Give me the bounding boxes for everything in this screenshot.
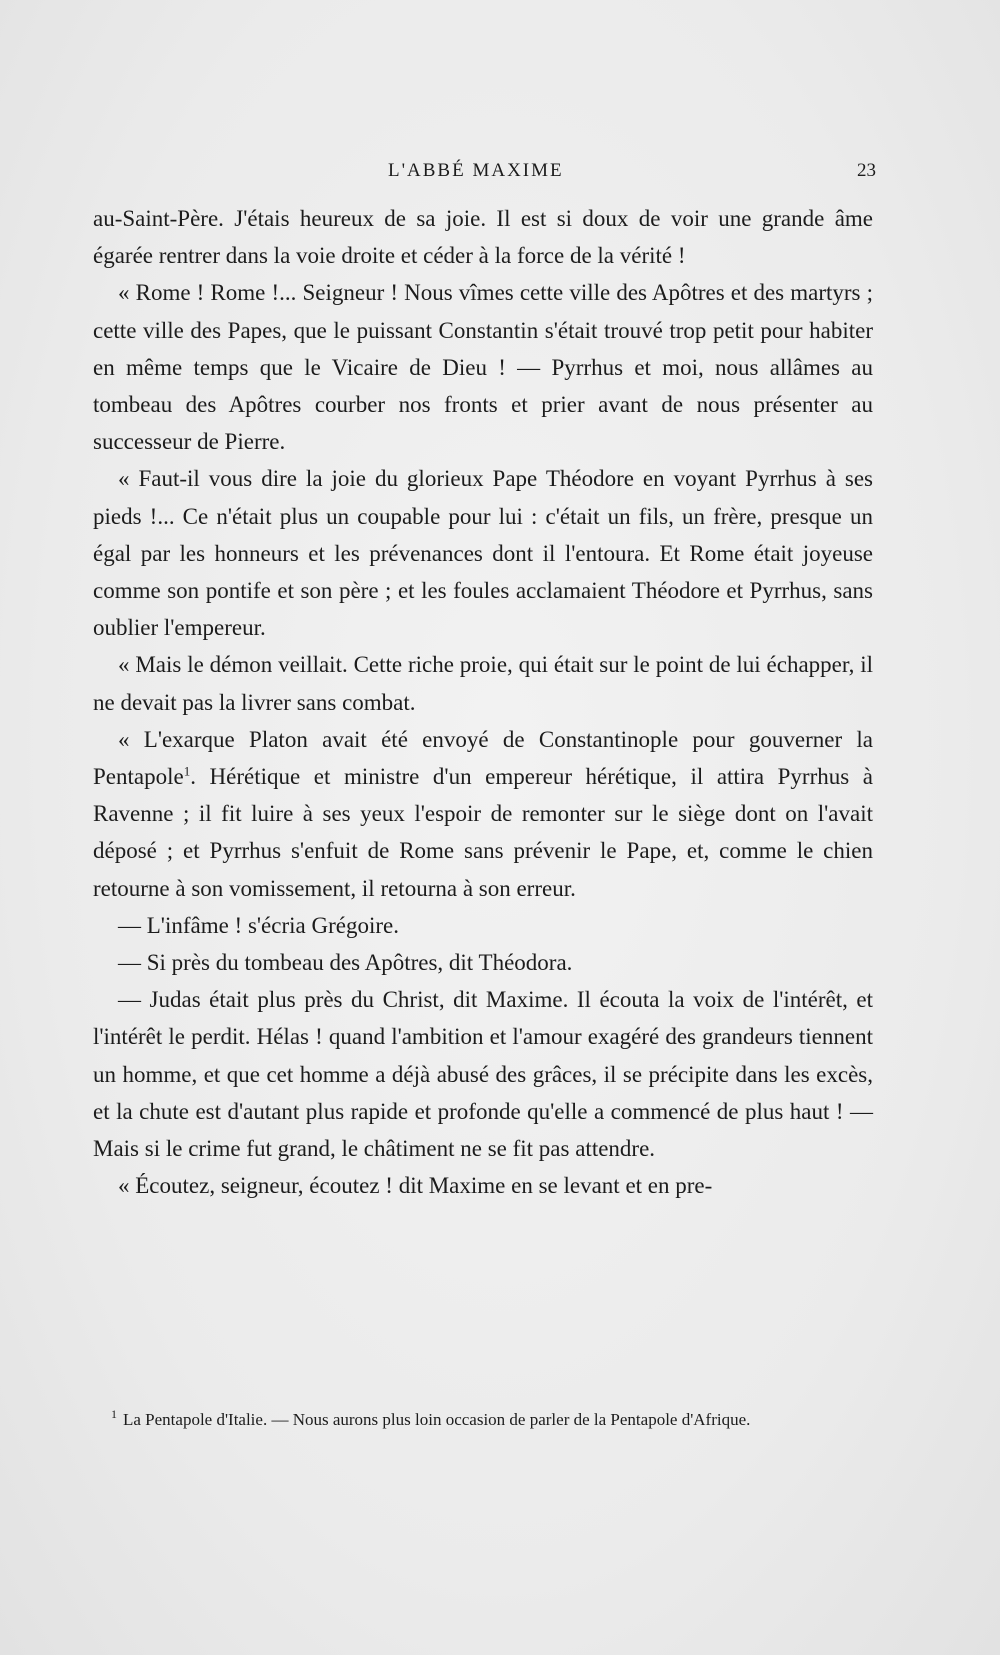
page-number: 23 <box>857 160 876 181</box>
footnote-reference: 1 <box>183 763 191 779</box>
dialogue-line: — L'infâme ! s'écria Grégoire. <box>118 912 399 938</box>
body-text <box>93 200 873 1204</box>
footnote-marker: 1 <box>111 1407 117 1422</box>
paragraph: « Mais le démon veillait. Cette riche proie, qui était sur le point de lui échapper, il ne devait pas la livrer sans combat. <box>93 652 873 715</box>
paragraph-with-footnote <box>93 721 873 907</box>
paragraph: au-Saint-Père. J'étais heureux de sa joie. Il est si doux de voir une grande âme égarée rentrer dans la voie droite et céder à la force de la vérité ! <box>93 206 873 269</box>
paragraph-text-continued: . Hérétique et ministre d'un empereur hérétique, il attira Pyrrhus à Ravenne ; il fit luire à ses yeux l'espoir de remonter sur le siège dont on l'avait déposé ; et Pyrrhus s'enfuit de Rome sans prévenir le Pape, et, comme le chien retourne à son vomissement, il retourna à son erreur. <box>93 764 873 901</box>
paragraph: « Rome ! Rome !... Seigneur ! Nous vîmes cette ville des Apôtres et des martyrs ; cette ville des Papes, que le puissant Constantin s'était trouvé trop petit pour habiter en même temps que le Vicaire de Dieu ! — Pyrrhus et moi, nous allâmes au tombeau des Apôtres courber nos fronts et prier avant de nous présenter au successeur de Pierre. <box>93 280 873 455</box>
paragraph: « Faut-il vous dire la joie du glorieux Pape Théodore en voyant Pyrrhus à ses pieds !... Ce n'était plus un coupable pour lui : c'était un fils, un frère, presque un égal par les honneurs et les prévenances dont il l'entoura. Et Rome était joyeuse comme son pontife et son père ; et les foules acclamaient Théodore et Pyrrhus, sans oublier l'empereur. <box>93 466 873 641</box>
paragraph-text: « L'exarque Platon avait été envoyé de Constantinople pour gouverner la Pentapole <box>93 726 873 790</box>
footnote <box>93 1406 873 1434</box>
footnote-text: La Pentapole d'Italie. — Nous aurons plus loin occasion de parler de la Pentapole d'Afrique. <box>123 1410 751 1429</box>
paragraph: « Écoutez, seigneur, écoutez ! dit Maxime en se levant et en pre- <box>118 1173 713 1199</box>
running-title: L'ABBÉ MAXIME <box>388 160 564 181</box>
page-header <box>0 160 1000 186</box>
dialogue-line: — Si près du tombeau des Apôtres, dit Théodora. <box>118 950 573 976</box>
dialogue-line: — Judas était plus près du Christ, dit Maxime. Il écouta la voix de l'intérêt, et l'intérêt le perdit. Hélas ! quand l'ambition et l'amour exagéré des grandeurs tiennent un homme, et que cet homme a déjà abusé des grâces, il se précipite dans les excès, et la chute est d'autant plus rapide et profonde qu'elle a commencé de plus haut ! — Mais si le crime fut grand, le châtiment ne se fit pas attendre. <box>93 987 873 1162</box>
